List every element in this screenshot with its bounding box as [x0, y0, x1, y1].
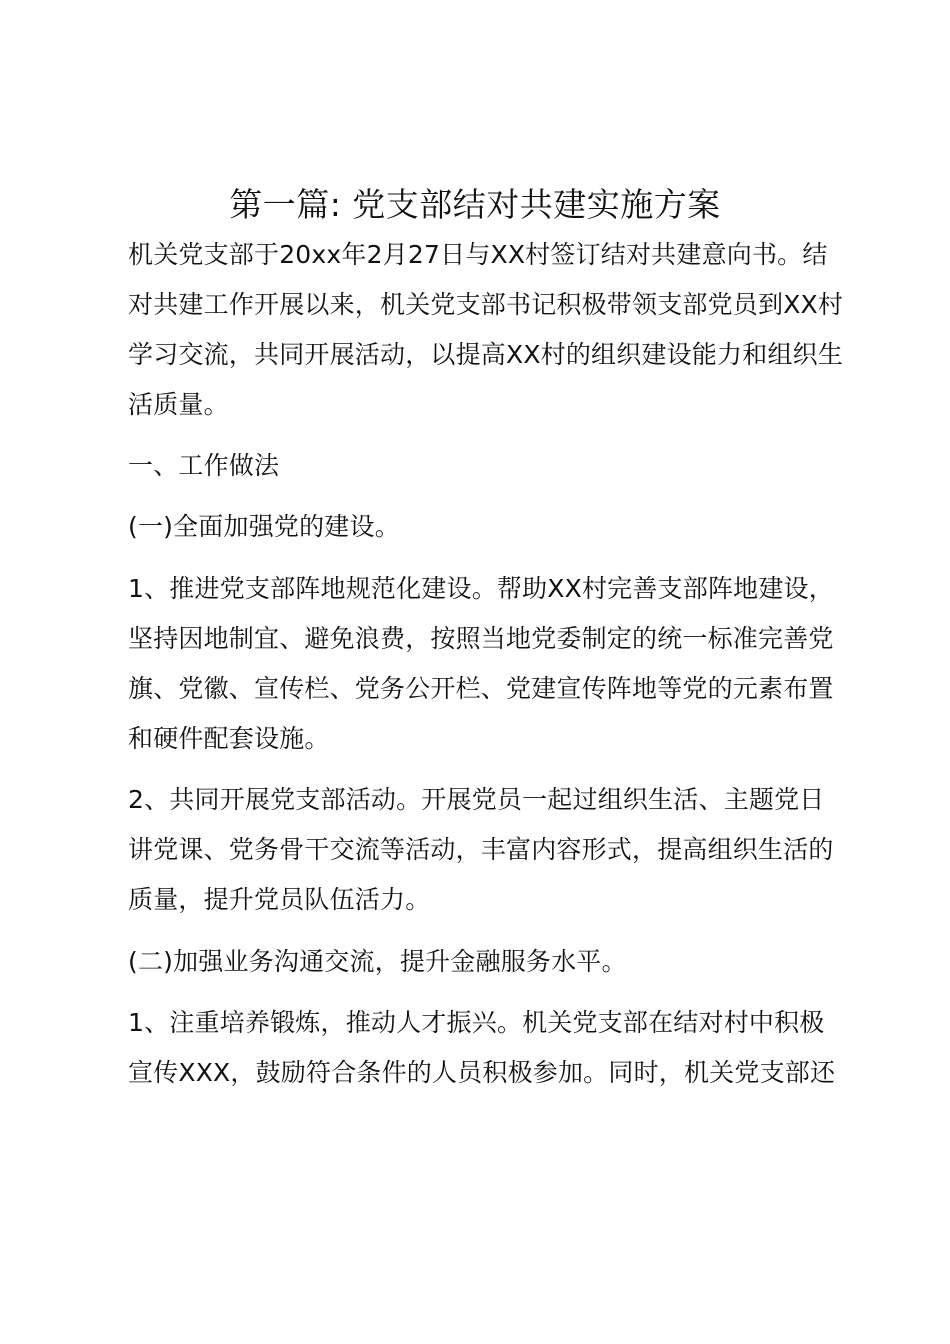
- body-line: 1、推进党支部阵地规范化建设。帮助XX村完善支部阵地建设，: [128, 574, 834, 603]
- body-line: 质量，提升党员队伍活力。: [128, 885, 431, 914]
- subsection-heading: (一)全面加强党的建设。: [128, 512, 400, 541]
- body-line: 2、共同开展党支部活动。开展党员一起过组织生活、主题党日: [128, 785, 825, 814]
- body-line: 宣传XXX，鼓励符合条件的人员积极参加。同时，机关党支部还: [128, 1058, 836, 1087]
- body-line: 和硬件配套设施。: [128, 724, 330, 753]
- body-line: 活质量。: [128, 390, 229, 419]
- body-line: 旗、党徽、宣传栏、党务公开栏、党建宣传阵地等党的元素布置: [128, 674, 834, 703]
- body-line: 1、注重培养锻炼，推动人才振兴。机关党支部在结对村中积极: [128, 1008, 825, 1037]
- body-line: 机关党支部于20xx年2月27日与XX村签订结对共建意向书。结: [128, 240, 828, 269]
- body-line: 学习交流，共同开展活动，以提高XX村的组织建设能力和组织生: [128, 340, 844, 369]
- body-line: 讲党课、党务骨干交流等活动，丰富内容形式，提高组织生活的: [128, 835, 834, 864]
- document-title: 第一篇: 党支部结对共建实施方案: [229, 185, 721, 224]
- subsection-heading: (二)加强业务沟通交流，提升金融服务水平。: [128, 947, 627, 976]
- body-line: 对共建工作开展以来，机关党支部书记积极带领支部党员到XX村: [128, 290, 844, 319]
- section-heading: 一、工作做法: [128, 451, 280, 480]
- body-line: 坚持因地制宜、避免浪费，按照当地党委制定的统一标准完善党: [128, 624, 834, 653]
